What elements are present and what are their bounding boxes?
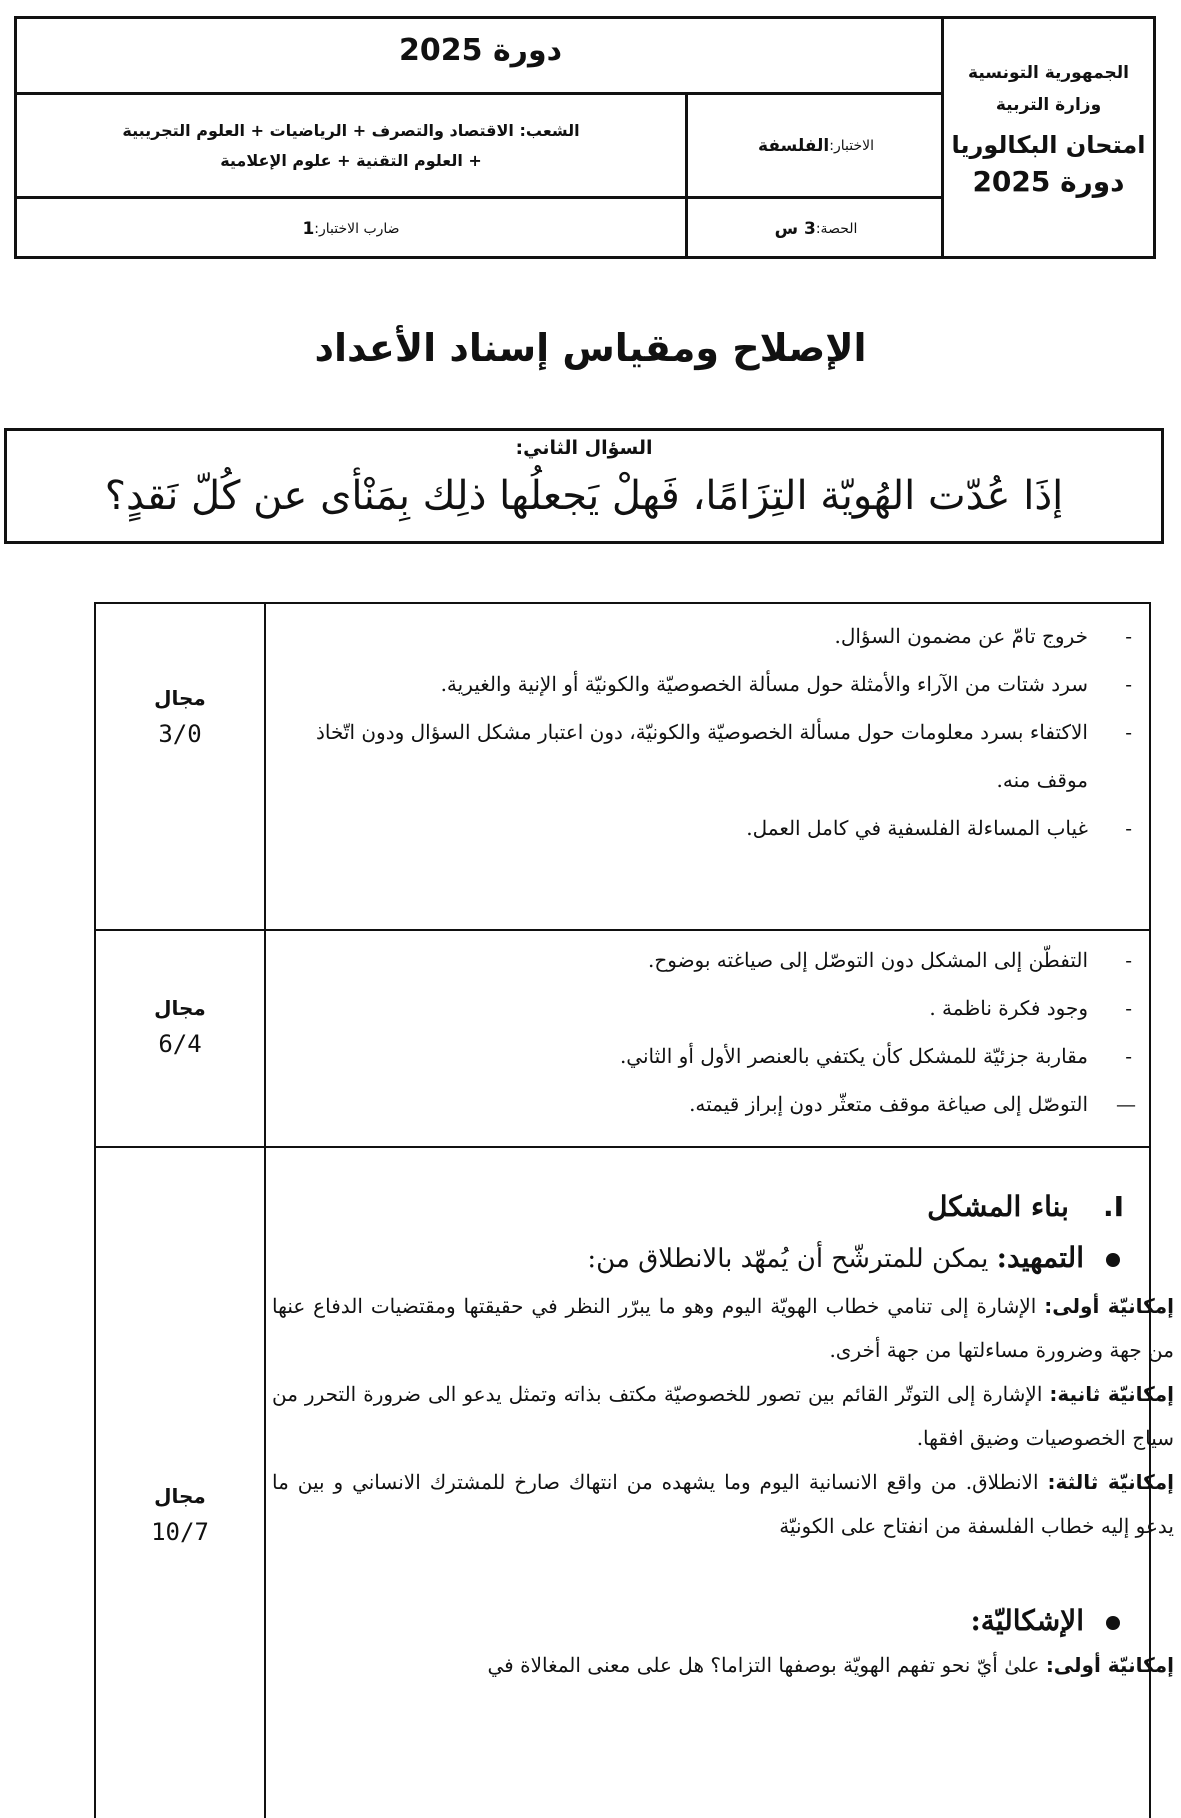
criteria-item: - خروج تامّ عن مضمون السؤال. — [272, 612, 1132, 660]
criteria-item: - الاكتفاء بسرد معلومات حول مسألة الخصوصيّة والكونيّة، دون اعتبار مشكل السؤال ودون اتّخاذ موقف منه. — [272, 708, 1132, 804]
section-number: I. — [1102, 1190, 1124, 1223]
problem-construction-section — [272, 1190, 1175, 1687]
exam-header — [14, 16, 1156, 259]
section-title: بناء المشكل — [927, 1190, 1069, 1223]
exam-name: امتحان البكالوريا — [951, 131, 1146, 159]
possibility-text: علىٰ أيّ نحو تفهم الهويّة بوصفها التزاما؟ هل على معنى المغالاة في — [487, 1653, 1040, 1677]
row-divider — [96, 929, 1149, 931]
score-cell — [96, 1484, 264, 1546]
score-cell — [96, 996, 264, 1058]
duration-value: 3 س — [774, 219, 816, 239]
session-row — [17, 19, 944, 95]
section-heading — [272, 1190, 1140, 1223]
possibility-text: الإشارة إلى التوتّر القائم بين تصور للخصوصيّة مكتف بذاته وتمثل يدعو الى ضرورة التحرر من سياج الخصوصيات وضيق افقها. — [272, 1382, 1174, 1450]
score-value: 6/4 — [158, 1030, 202, 1058]
possibility-label: إمكانيّة ثانية: — [1049, 1382, 1175, 1406]
duration-row — [17, 199, 944, 259]
problem-heading — [272, 1604, 1140, 1637]
possibility-paragraph — [272, 1372, 1174, 1460]
question-text: إذَا عُدّت الهُويّة التِزَامًا، فَهلْ يَجعلُها ذلِك بِمَنْأى عن كُلّ نَقدٍ؟ — [104, 473, 1064, 519]
subject-value: الفلسفة — [758, 135, 830, 156]
score-value: 3/0 — [158, 720, 202, 748]
institution-block — [941, 19, 1153, 256]
criteria-item: — التوصّل إلى صياغة موقف متعثّر دون إبراز قيمته. — [272, 1080, 1132, 1128]
possibility-label: إمكانيّة ثالثة: — [1047, 1470, 1175, 1494]
intro-heading — [272, 1241, 1140, 1274]
session-label: دورة 2025 — [972, 165, 1125, 198]
possibility-label: إمكانيّة أولى: — [1045, 1653, 1174, 1677]
criteria-item: - وجود فكرة ناظمة . — [272, 984, 1132, 1032]
ministry-label: وزارة التربية — [995, 95, 1102, 115]
score-label: مجال — [154, 686, 206, 710]
exam-info-grid — [17, 19, 944, 256]
criteria-list — [272, 612, 1132, 852]
criteria-item: - سرد شتات من الآراء والأمثلة حول مسألة الخصوصيّة والكونيّة أو الإنية والغيرية. — [272, 660, 1132, 708]
criteria-list — [272, 936, 1132, 1128]
branches-cell — [17, 95, 685, 196]
branches-line-2: + العلوم التقنية + علوم الإعلامية — [220, 150, 482, 170]
republic-label: الجمهورية التونسية — [968, 63, 1129, 83]
subject-label: الاختبار: — [829, 137, 874, 154]
column-divider — [264, 604, 266, 1818]
problem-label: الإشكاليّة: — [970, 1604, 1084, 1637]
bullet-icon — [1106, 1616, 1120, 1630]
question-label: السؤال الثاني: — [515, 437, 653, 459]
possibility-text: الإشارة إلى تنامي خطاب الهويّة اليوم وهو ما يبرّر النظر في حقيقتها ومقتضيات الدفاع عنها من جهة وضرورة مساءلتها من جهة أخرى. — [272, 1294, 1174, 1362]
coef-value: 1 — [302, 219, 315, 239]
possibility-paragraph — [272, 1284, 1174, 1372]
score-cell — [96, 686, 264, 748]
score-label: مجال — [154, 1484, 206, 1508]
coef-label: ضارب الاختبار: — [314, 221, 400, 237]
subject-row — [17, 95, 944, 199]
page-title: الإصلاح ومقياس إسناد الأعداد — [314, 326, 867, 370]
criteria-item: - مقاربة جزئيّة للمشكل كأن يكتفي بالعنصر الأول أو الثاني. — [272, 1032, 1132, 1080]
possibility-text: الانطلاق. من واقع الانسانية اليوم وما يشهده من انتهاك صارخ للمشترك الانساني و بين ما يدعو إليه خطاب الفلسفة من انفتاح على الكونيّة — [272, 1470, 1174, 1538]
row-divider — [96, 1146, 1149, 1148]
branches-line-1: الشعب: الاقتصاد والتصرف + الرياضيات + العلوم التجريبية — [122, 120, 580, 140]
score-label: مجال — [154, 996, 206, 1020]
criteria-item: - غياب المساءلة الفلسفية في كامل العمل. — [272, 804, 1132, 852]
problem-paragraph — [272, 1643, 1174, 1687]
bullet-icon — [1106, 1253, 1120, 1267]
intro-text: يمكن للمترشّح أن يُمهّد بالانطلاق من: — [587, 1244, 989, 1274]
intro-label: التمهيد: — [996, 1241, 1084, 1274]
duration-cell — [685, 199, 944, 259]
coef-cell — [17, 199, 685, 259]
score-value: 10/7 — [151, 1518, 209, 1546]
session-top: دورة 2025 — [399, 33, 562, 68]
possibility-paragraph — [272, 1460, 1174, 1548]
subject-cell — [685, 95, 944, 196]
criteria-item: - التفطّن إلى المشكل دون التوصّل إلى صياغته بوضوح. — [272, 936, 1132, 984]
duration-label: الحصة: — [815, 221, 858, 237]
possibility-label: إمكانيّة أولى: — [1044, 1294, 1174, 1318]
question-box — [4, 428, 1164, 544]
